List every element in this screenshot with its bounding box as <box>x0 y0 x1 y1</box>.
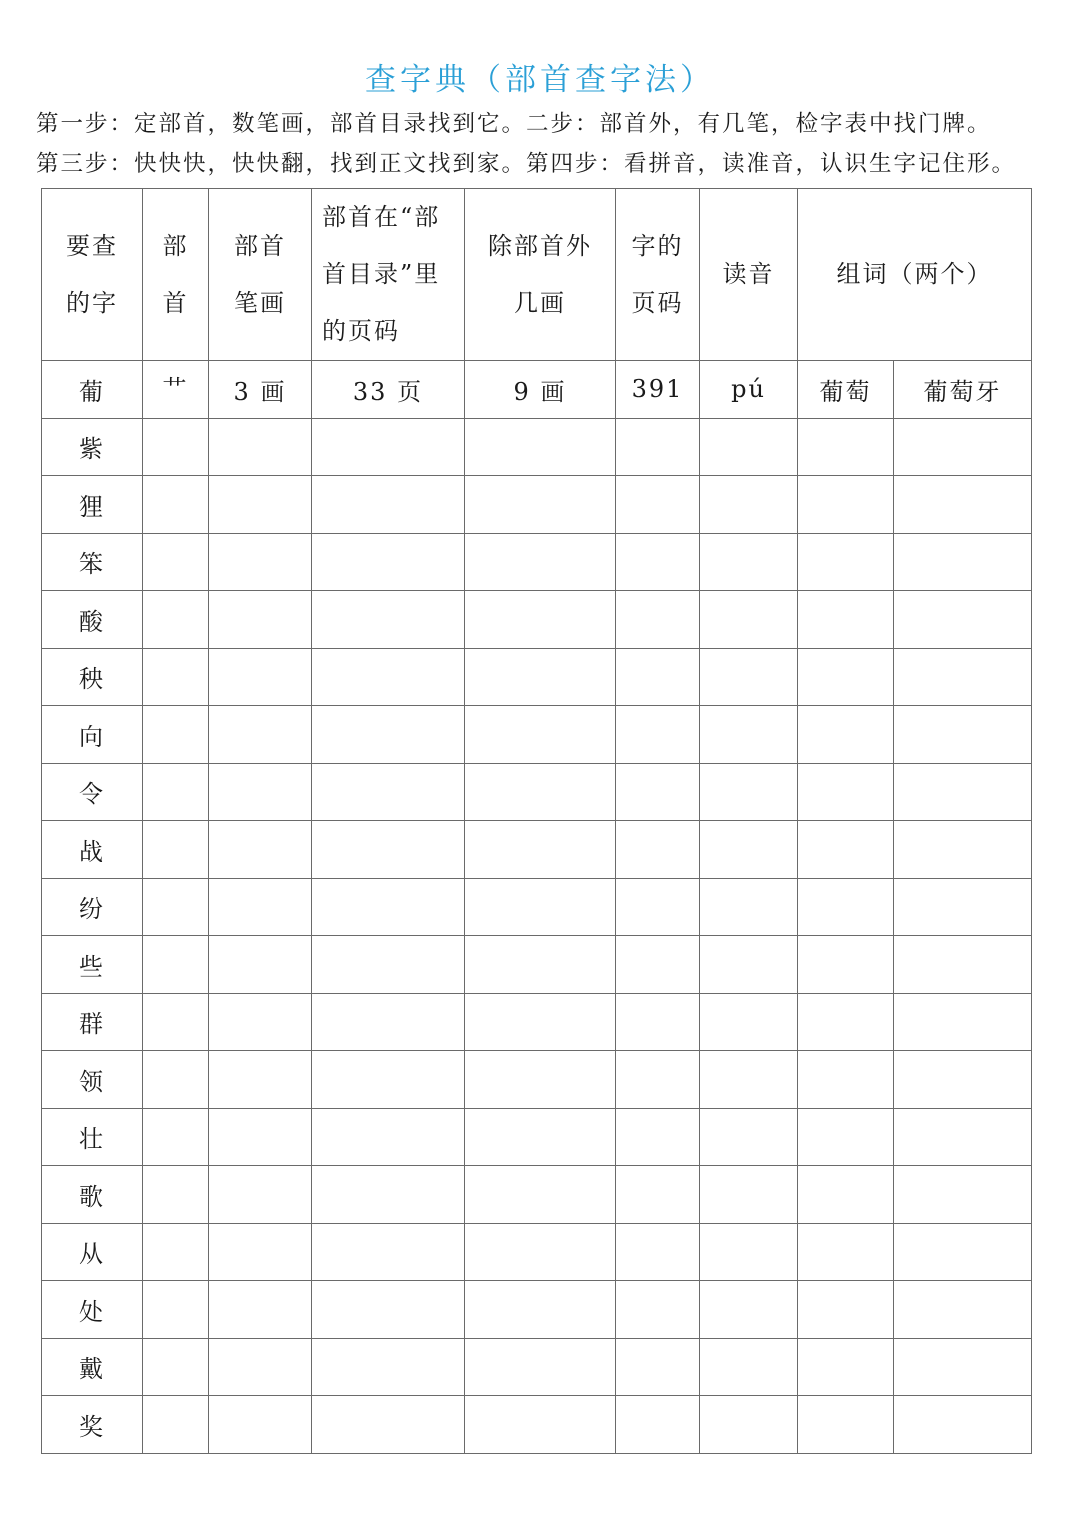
index-page-cell[interactable] <box>312 1396 465 1454</box>
word-2-cell[interactable] <box>894 648 1032 706</box>
char-page-cell[interactable] <box>616 1281 700 1339</box>
word-1-cell[interactable] <box>798 418 894 476</box>
word-2-cell[interactable] <box>894 1281 1032 1339</box>
index-page-cell[interactable] <box>312 1166 465 1224</box>
table-row <box>42 1166 1032 1224</box>
index-page-cell[interactable] <box>312 1338 465 1396</box>
dictionary-lookup-table <box>41 188 1032 1454</box>
radical-cell[interactable] <box>143 1051 209 1109</box>
pinyin-cell[interactable] <box>700 418 798 476</box>
char-cell: 戴 <box>42 1338 143 1396</box>
char-page-cell[interactable] <box>616 533 700 591</box>
table-row <box>42 418 1032 476</box>
table-row <box>42 591 1032 649</box>
other-strokes-cell[interactable] <box>465 1051 616 1109</box>
char-page-cell[interactable] <box>616 591 700 649</box>
other-strokes-cell[interactable] <box>465 591 616 649</box>
char-cell: 群 <box>42 993 143 1051</box>
instructions-line-2: 第三步：快快快，快快翻，找到正文找到家。第四步：看拼音，读准音，认识生字记住形。 <box>36 151 1017 177</box>
index-page-cell[interactable] <box>312 878 465 936</box>
pinyin-cell[interactable] <box>700 1281 798 1339</box>
pinyin-cell[interactable] <box>700 993 798 1051</box>
other-strokes-cell[interactable] <box>465 821 616 879</box>
table-row <box>42 1051 1032 1109</box>
example-char: 葡 <box>42 361 143 419</box>
header-pinyin: 读音 <box>700 189 798 361</box>
index-page-cell[interactable] <box>312 1281 465 1339</box>
index-page-cell[interactable] <box>312 936 465 994</box>
radical-strokes-cell[interactable] <box>209 936 312 994</box>
char-cell: 从 <box>42 1223 143 1281</box>
pinyin-cell[interactable] <box>700 1338 798 1396</box>
char-cell: 酸 <box>42 591 143 649</box>
radical-cell[interactable] <box>143 706 209 764</box>
radical-cell[interactable] <box>143 1223 209 1281</box>
pinyin-cell[interactable] <box>700 1166 798 1224</box>
char-page-cell[interactable] <box>616 418 700 476</box>
example-word-2: 葡萄牙 <box>894 361 1032 419</box>
pinyin-cell[interactable] <box>700 1108 798 1166</box>
radical-cell[interactable] <box>143 878 209 936</box>
radical-strokes-cell[interactable] <box>209 706 312 764</box>
word-2-cell[interactable] <box>894 1051 1032 1109</box>
other-strokes-cell[interactable] <box>465 1281 616 1339</box>
example-pinyin: pú <box>700 361 798 419</box>
header-other-strokes: 除部首外 几画 <box>465 189 616 361</box>
header-char-page: 字的 页码 <box>616 189 700 361</box>
word-2-cell[interactable] <box>894 418 1032 476</box>
word-1-cell[interactable] <box>798 1281 894 1339</box>
other-strokes-cell[interactable] <box>465 1338 616 1396</box>
other-strokes-cell[interactable] <box>465 1108 616 1166</box>
word-2-cell[interactable] <box>894 763 1032 821</box>
radical-cell[interactable] <box>143 1396 209 1454</box>
radical-strokes-cell[interactable] <box>209 648 312 706</box>
word-1-cell[interactable] <box>798 936 894 994</box>
table-row <box>42 1338 1032 1396</box>
word-2-cell[interactable] <box>894 936 1032 994</box>
radical-cell[interactable] <box>143 763 209 821</box>
word-2-cell[interactable] <box>894 476 1032 534</box>
char-page-cell[interactable] <box>616 1108 700 1166</box>
radical-strokes-cell[interactable] <box>209 1396 312 1454</box>
char-cell: 歌 <box>42 1166 143 1224</box>
char-cell: 令 <box>42 763 143 821</box>
char-cell: 些 <box>42 936 143 994</box>
word-1-cell[interactable] <box>798 706 894 764</box>
pinyin-cell[interactable] <box>700 533 798 591</box>
example-word-1: 葡萄 <box>798 361 894 419</box>
char-page-cell[interactable] <box>616 1396 700 1454</box>
index-page-cell[interactable] <box>312 591 465 649</box>
pinyin-cell[interactable] <box>700 1051 798 1109</box>
other-strokes-cell[interactable] <box>465 878 616 936</box>
other-strokes-cell[interactable] <box>465 533 616 591</box>
index-page-cell[interactable] <box>312 476 465 534</box>
table-row <box>42 533 1032 591</box>
other-strokes-cell[interactable] <box>465 763 616 821</box>
radical-strokes-cell[interactable] <box>209 1166 312 1224</box>
other-strokes-cell[interactable] <box>465 1396 616 1454</box>
word-1-cell[interactable] <box>798 591 894 649</box>
char-cell: 向 <box>42 706 143 764</box>
radical-strokes-cell[interactable] <box>209 418 312 476</box>
word-2-cell[interactable] <box>894 591 1032 649</box>
radical-strokes-cell[interactable] <box>209 1281 312 1339</box>
page-title: 查字典（部首查字法） <box>365 62 715 98</box>
header-radical: 部 首 <box>143 189 209 361</box>
char-cell: 壮 <box>42 1108 143 1166</box>
word-1-cell[interactable] <box>798 1223 894 1281</box>
header-char: 要查 的字 <box>42 189 143 361</box>
radical-strokes-cell[interactable] <box>209 476 312 534</box>
table-row <box>42 1223 1032 1281</box>
char-cell: 领 <box>42 1051 143 1109</box>
example-other-strokes: 9 画 <box>465 361 616 419</box>
table-row <box>42 878 1032 936</box>
radical-strokes-cell[interactable] <box>209 763 312 821</box>
word-1-cell[interactable] <box>798 1166 894 1224</box>
pinyin-cell[interactable] <box>700 821 798 879</box>
word-2-cell[interactable] <box>894 1338 1032 1396</box>
char-page-cell[interactable] <box>616 706 700 764</box>
example-row <box>42 361 1032 419</box>
word-2-cell[interactable] <box>894 1396 1032 1454</box>
index-page-cell[interactable] <box>312 706 465 764</box>
table-row <box>42 476 1032 534</box>
word-1-cell[interactable] <box>798 878 894 936</box>
pinyin-cell[interactable] <box>700 763 798 821</box>
pinyin-cell[interactable] <box>700 476 798 534</box>
other-strokes-cell[interactable] <box>465 1223 616 1281</box>
radical-cell[interactable] <box>143 1166 209 1224</box>
radical-cell[interactable] <box>143 1281 209 1339</box>
index-page-cell[interactable] <box>312 763 465 821</box>
table-row <box>42 821 1032 879</box>
other-strokes-cell[interactable] <box>465 993 616 1051</box>
char-page-cell[interactable] <box>616 878 700 936</box>
char-cell: 纷 <box>42 878 143 936</box>
table-row <box>42 1281 1032 1339</box>
radical-strokes-cell[interactable] <box>209 591 312 649</box>
char-page-cell[interactable] <box>616 936 700 994</box>
pinyin-cell[interactable] <box>700 591 798 649</box>
word-2-cell[interactable] <box>894 993 1032 1051</box>
char-page-cell[interactable] <box>616 648 700 706</box>
word-2-cell[interactable] <box>894 706 1032 764</box>
radical-cell[interactable] <box>143 648 209 706</box>
char-cell: 狸 <box>42 476 143 534</box>
index-page-cell[interactable] <box>312 1223 465 1281</box>
word-2-cell[interactable] <box>894 1223 1032 1281</box>
table-row <box>42 993 1032 1051</box>
radical-cell[interactable] <box>143 993 209 1051</box>
pinyin-cell[interactable] <box>700 648 798 706</box>
radical-strokes-cell[interactable] <box>209 993 312 1051</box>
header-index-page: 部首在“部 首目录”里 的页码 <box>312 189 465 361</box>
word-1-cell[interactable] <box>798 1051 894 1109</box>
radical-cell[interactable] <box>143 936 209 994</box>
index-page-cell[interactable] <box>312 993 465 1051</box>
radical-strokes-cell[interactable] <box>209 533 312 591</box>
radical-strokes-cell[interactable] <box>209 1338 312 1396</box>
char-page-cell[interactable] <box>616 821 700 879</box>
word-1-cell[interactable] <box>798 476 894 534</box>
example-radical-strokes: 3 画 <box>209 361 312 419</box>
index-page-cell[interactable] <box>312 1108 465 1166</box>
other-strokes-cell[interactable] <box>465 648 616 706</box>
index-page-cell[interactable] <box>312 821 465 879</box>
pinyin-cell[interactable] <box>700 1223 798 1281</box>
word-2-cell[interactable] <box>894 1166 1032 1224</box>
word-1-cell[interactable] <box>798 1396 894 1454</box>
word-2-cell[interactable] <box>894 878 1032 936</box>
char-cell: 紫 <box>42 418 143 476</box>
char-cell: 笨 <box>42 533 143 591</box>
radical-strokes-cell[interactable] <box>209 1051 312 1109</box>
word-1-cell[interactable] <box>798 1108 894 1166</box>
radical-cell[interactable] <box>143 1338 209 1396</box>
radical-cell[interactable] <box>143 821 209 879</box>
char-page-cell[interactable] <box>616 476 700 534</box>
char-page-cell[interactable] <box>616 1166 700 1224</box>
char-page-cell[interactable] <box>616 1223 700 1281</box>
table-row <box>42 706 1032 764</box>
char-page-cell[interactable] <box>616 1338 700 1396</box>
example-index-page: 33 页 <box>312 361 465 419</box>
radical-strokes-cell[interactable] <box>209 1223 312 1281</box>
char-cell: 战 <box>42 821 143 879</box>
radical-strokes-cell[interactable] <box>209 878 312 936</box>
word-2-cell[interactable] <box>894 821 1032 879</box>
char-cell: 奖 <box>42 1396 143 1454</box>
table-row <box>42 1396 1032 1454</box>
word-2-cell[interactable] <box>894 1108 1032 1166</box>
other-strokes-cell[interactable] <box>465 418 616 476</box>
word-1-cell[interactable] <box>798 993 894 1051</box>
word-1-cell[interactable] <box>798 533 894 591</box>
char-cell: 处 <box>42 1281 143 1339</box>
radical-cell[interactable] <box>143 418 209 476</box>
header-words: 组词（两个） <box>798 189 1032 361</box>
char-page-cell[interactable] <box>616 763 700 821</box>
index-page-cell[interactable] <box>312 418 465 476</box>
word-1-cell[interactable] <box>798 648 894 706</box>
radical-cell[interactable] <box>143 476 209 534</box>
table-row <box>42 1108 1032 1166</box>
pinyin-cell[interactable] <box>700 936 798 994</box>
table-row <box>42 648 1032 706</box>
other-strokes-cell[interactable] <box>465 936 616 994</box>
other-strokes-cell[interactable] <box>465 476 616 534</box>
other-strokes-cell[interactable] <box>465 1166 616 1224</box>
word-1-cell[interactable] <box>798 821 894 879</box>
instructions-line-1: 第一步：定部首，数笔画，部首目录找到它。二步：部首外，有几笔，检字表中找门牌。 <box>36 111 992 137</box>
char-page-cell[interactable] <box>616 1051 700 1109</box>
radical-cell[interactable] <box>143 1108 209 1166</box>
radical-strokes-cell[interactable] <box>209 821 312 879</box>
table-row <box>42 763 1032 821</box>
pinyin-cell[interactable] <box>700 878 798 936</box>
radical-strokes-cell[interactable] <box>209 1108 312 1166</box>
index-page-cell[interactable] <box>312 533 465 591</box>
header-row <box>42 189 1032 361</box>
index-page-cell[interactable] <box>312 648 465 706</box>
header-radical-strokes: 部首 笔画 <box>209 189 312 361</box>
word-1-cell[interactable] <box>798 763 894 821</box>
radical-cell[interactable] <box>143 591 209 649</box>
radical-cell[interactable] <box>143 533 209 591</box>
pinyin-cell[interactable] <box>700 706 798 764</box>
pinyin-cell[interactable] <box>700 1396 798 1454</box>
word-1-cell[interactable] <box>798 1338 894 1396</box>
word-2-cell[interactable] <box>894 533 1032 591</box>
char-cell: 秧 <box>42 648 143 706</box>
example-radical: 艹 <box>143 361 209 419</box>
index-page-cell[interactable] <box>312 1051 465 1109</box>
example-char-page: 391 <box>616 361 700 419</box>
table-row <box>42 936 1032 994</box>
char-page-cell[interactable] <box>616 993 700 1051</box>
other-strokes-cell[interactable] <box>465 706 616 764</box>
